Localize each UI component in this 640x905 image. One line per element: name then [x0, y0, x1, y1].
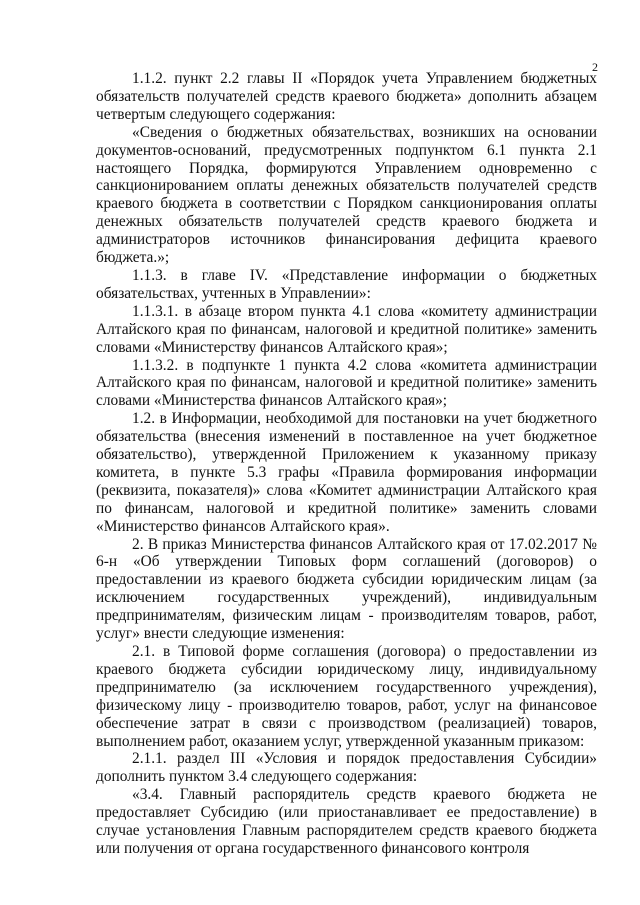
- page-number: 2: [592, 60, 598, 74]
- paragraph-1-1-3-2: 1.1.3.2. в подпункте 1 пункта 4.2 слова «комитета администрации Алтайского края по финансам, налоговой и кредитной политике» заменить словами «Министерства финансов Алтайского края»;: [96, 356, 597, 410]
- paragraph-3-4: «3.4. Главный распорядитель средств краевого бюджета не предоставляет Субсидию (или приостанавливает ее предоставление) в случае установления Главным распорядителем средств краевого бюджета или получения от органа государственного финансового контроля: [96, 786, 597, 857]
- paragraph-quote-budget-obligations: «Сведения о бюджетных обязательствах, возникших на основании документов-оснований, предусмотренных подпунктом 6.1 пункта 2.1 настоящего Порядка, формируются Управлением одновременно с санкционированием оплаты денежных обязательств получателей средств краевого бюджета в соответствии с Порядком санкционирования оплаты денежных обязательств получателей средств краевого бюджета и администраторов источников финансирования дефицита краевого бюджета.»;: [96, 123, 597, 267]
- paragraph-1-1-2: 1.1.2. пункт 2.2 главы II «Порядок учета Управлением бюджетных обязательств получателей средств краевого бюджета» дополнить абзацем четвертым следующего содержания:: [96, 70, 597, 123]
- paragraph-2-1: 2.1. в Типовой форме соглашения (договора) о предоставлении из краевого бюджета субсидии юридическому лицу, индивидуальному предпринимателю (за исключением государственного учреждения), физическому лицу - производителю товаров, работ, услуг на финансовое обеспечение затрат в связи с производством (реализацией) товаров, выполнением работ, оказанием услуг, утвержденной указанным приказом:: [96, 643, 597, 750]
- paragraph-1-1-3-1: 1.1.3.1. в абзаце втором пункта 4.1 слова «комитету администрации Алтайского края по финансам, налоговой и кредитной политике» заменить словами «Министерству финансов Алтайского края»;: [96, 302, 597, 356]
- paragraph-2-1-1: 2.1.1. раздел III «Условия и порядок предоставления Субсидии» дополнить пунктом 3.4 следующего содержания:: [96, 750, 597, 786]
- paragraph-2: 2. В приказ Министерства финансов Алтайского края от 17.02.2017 № 6-н «Об утверждении Типовых форм соглашений (договоров) о предоставлении из краевого бюджета субсидии юридическим лицам (за исключением государственных учреждений), индивидуальным предпринимателям, физическим лицам - производителям товаров, работ, услуг» внести следующие изменения:: [96, 535, 597, 643]
- paragraph-1-2: 1.2. в Информации, необходимой для постановки на учет бюджетного обязательства (внесения изменений в поставленное на учет бюджетное обязательство), утвержденной Приложением к указанному приказу комитета, в пункте 5.3 графы «Правила формирования информации (реквизита, показателя)» слова «Комитет администрации Алтайского края по финансам, налоговой и кредитной политике» заменить словами «Министерство финансов Алтайского края».: [96, 410, 597, 535]
- paragraph-1-1-3: 1.1.3. в главе IV. «Представление информации о бюджетных обязательствах, учтенных в Управлении»:: [96, 266, 597, 302]
- document-body: [96, 70, 597, 858]
